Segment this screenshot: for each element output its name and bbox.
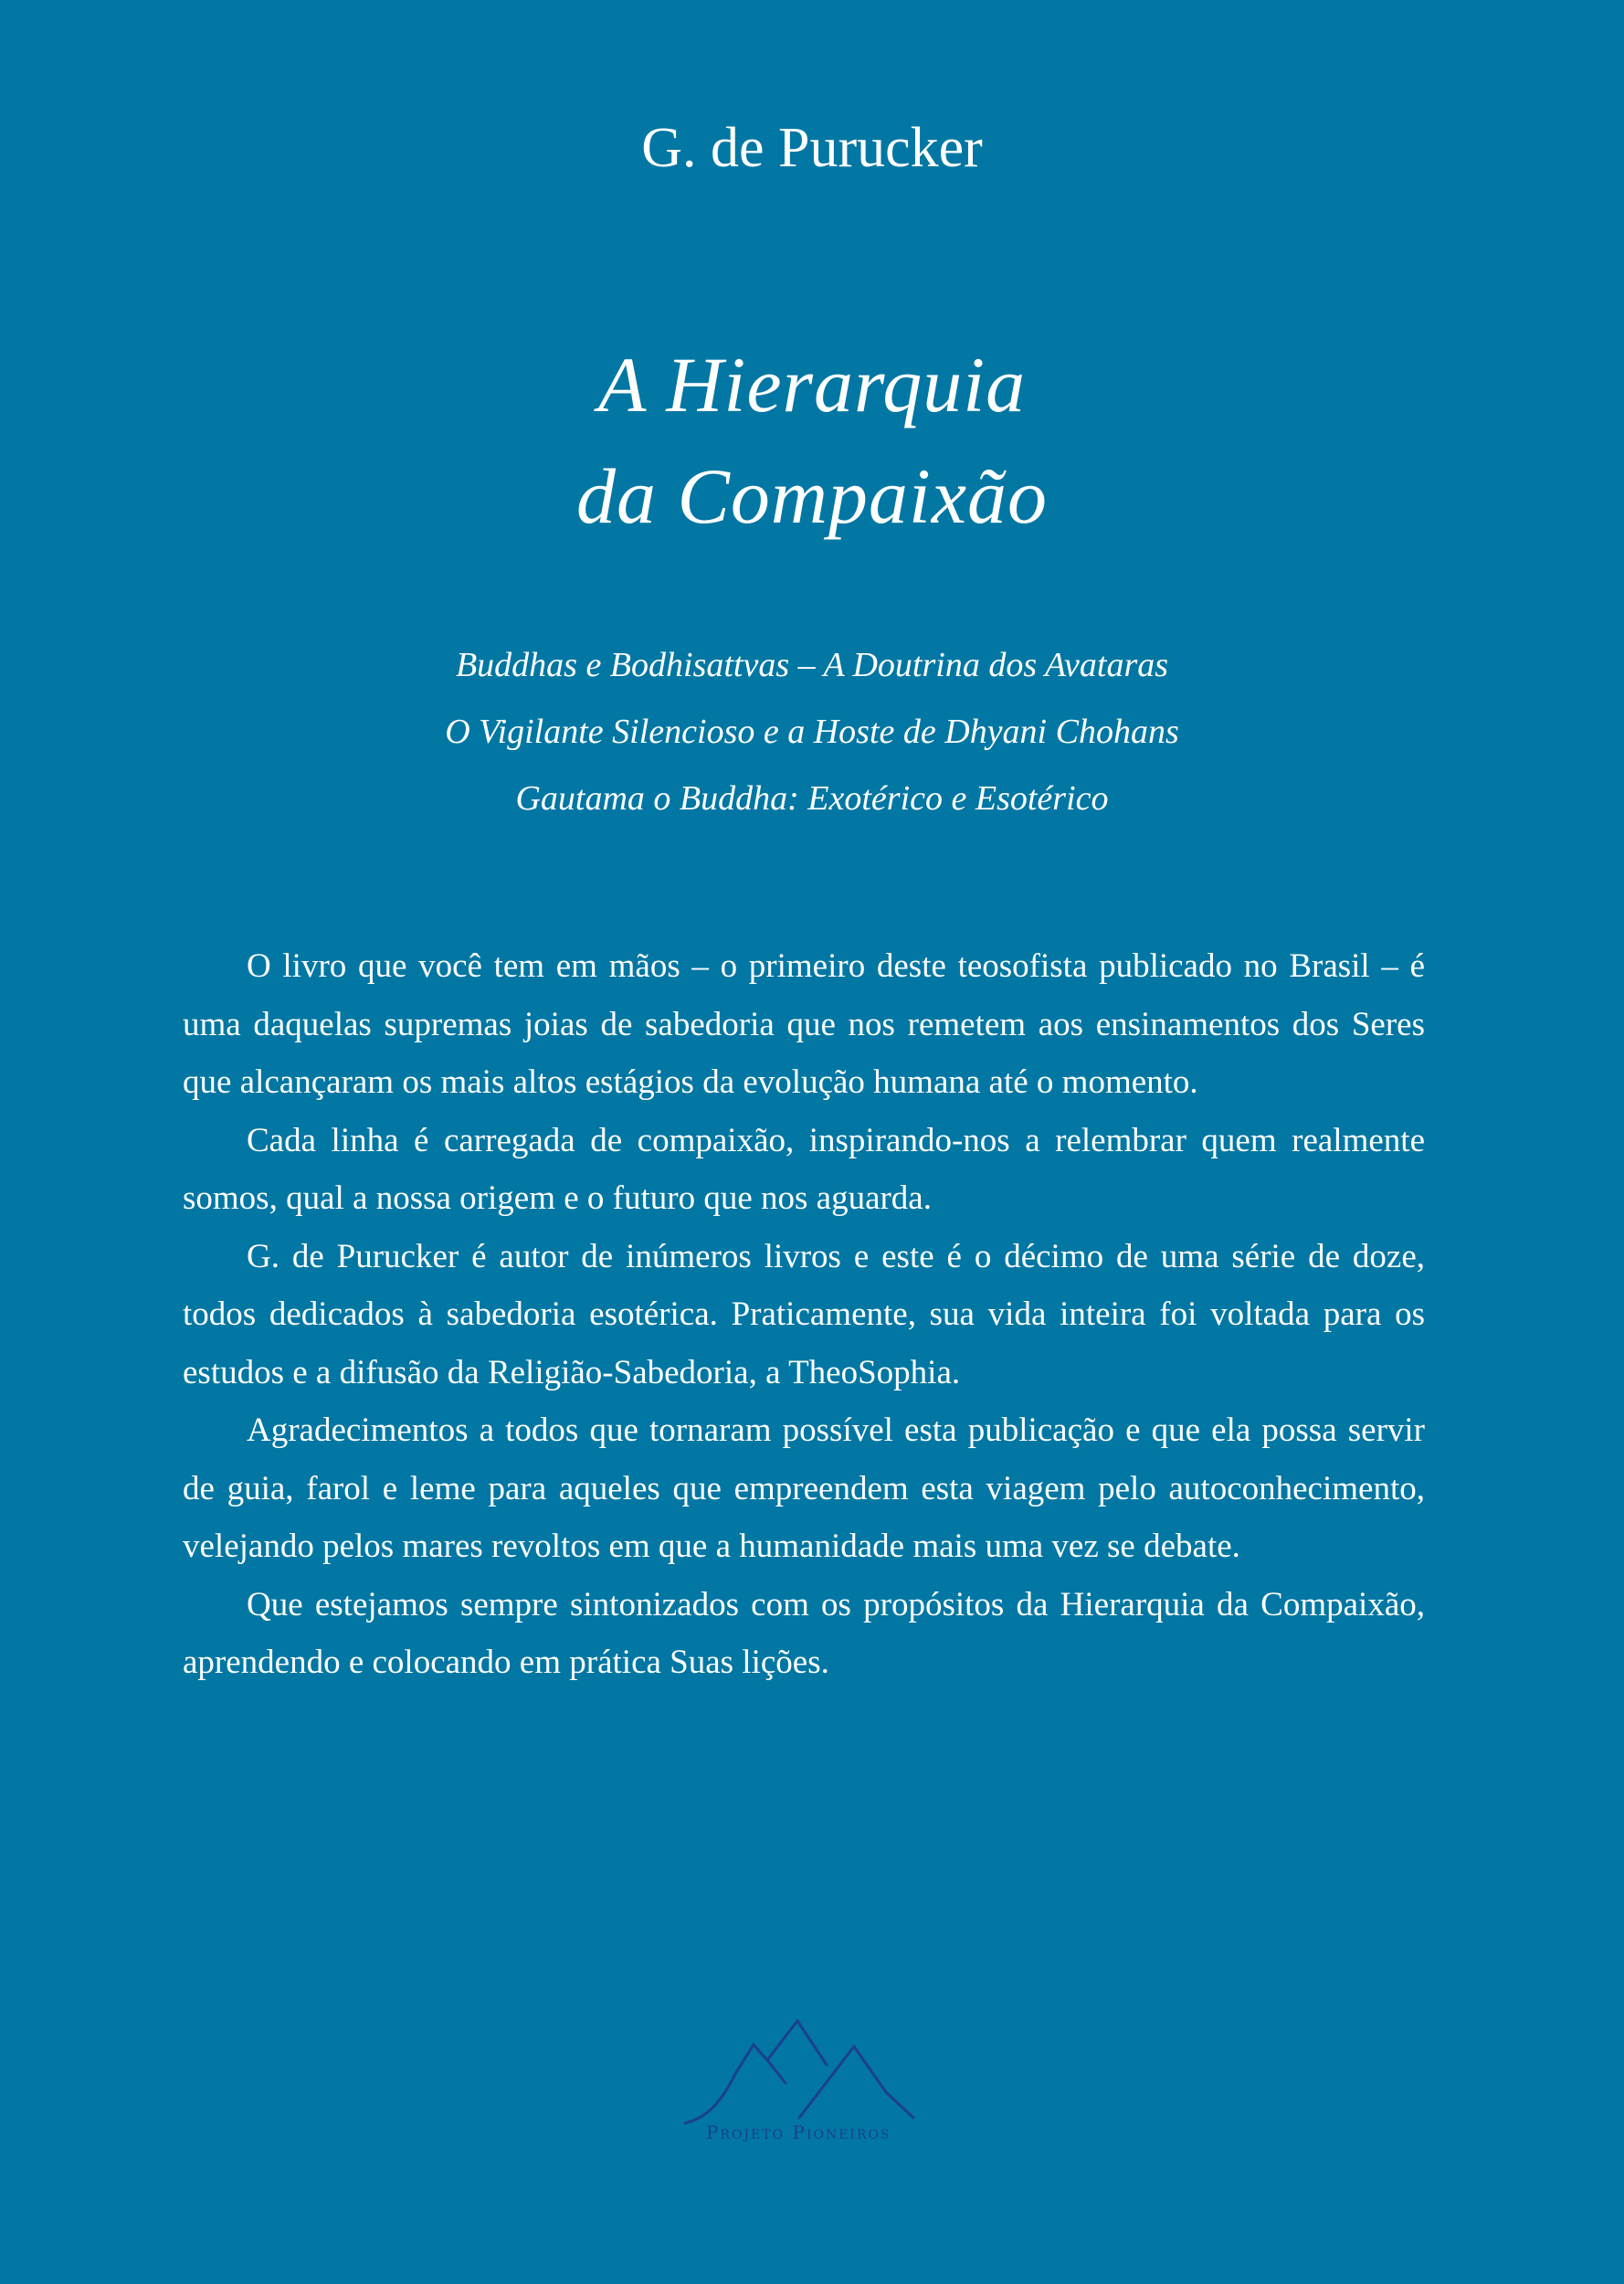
publisher-name: Projeto Pioneiros	[706, 2121, 891, 2143]
subtitle: Buddhas e Bodhisattvas – A Doutrina dos Avataras	[455, 646, 1169, 684]
book-title-line-1: A Hierarquia	[597, 341, 1027, 428]
paragraph: O livro que você tem em mãos – o primeiro deste teosofista publicado no Brasil – é uma daquelas supremas joias de sabedoria que nos remetem aos ensinamentos dos Seres que alcançaram os mais altos estágios da evolução humana até o momento.	[183, 947, 1425, 1101]
subtitle: O Vigilante Silencioso e a Hoste de Dhyani Chohans	[445, 713, 1179, 751]
publisher-logo	[680, 2010, 945, 2147]
book-title-line-2: da Compaixão	[575, 452, 1049, 540]
paragraph: Que estejamos sempre sintonizados com os propósitos da Hierarquia da Compaixão, aprendendo e colocando em prática Suas lições.	[183, 1585, 1425, 1681]
paragraph: Cada linha é carregada de compaixão, inspirando-nos a relembrar quem realmente somos, qual a nossa origem e o futuro que nos aguarda.	[183, 1121, 1425, 1217]
paragraph: Agradecimentos a todos que tornaram possível esta publicação e que ela possa servir de guia, farol e leme para aqueles que empreendem esta viagem pelo autoconhecimento, velejando pelos mares revoltos em que a humanidade mais uma vez se debate.	[183, 1412, 1425, 1565]
subtitles	[0, 632, 1624, 832]
paragraph: G. de Purucker é autor de inúmeros livros e este é o décimo de uma série de doze, todos dedicados à sabedoria esotérica. Praticamente, sua vida inteira foi voltada para os estudos e a difusão da Religião-Sabedoria, a TheoSophia.	[183, 1237, 1425, 1391]
back-cover-text	[183, 937, 1425, 1692]
mountains-icon	[680, 2010, 945, 2129]
subtitle: Gautama o Buddha: Exotérico e Esotérico	[515, 779, 1109, 818]
book-title	[0, 329, 1624, 552]
author-name: G. de Purucker	[641, 117, 983, 179]
